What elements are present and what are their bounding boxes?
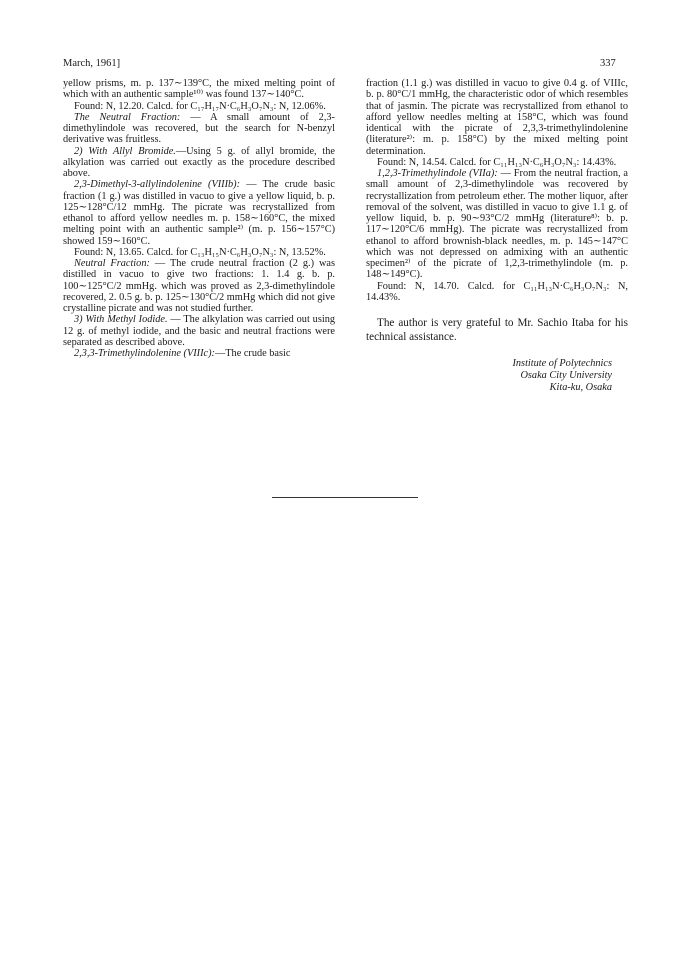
end-rule	[272, 497, 418, 498]
paragraph: Neutral Fraction: — The crude neutral fraction (2 g.) was distilled in vacuo to give two fractions: 1. 1.4 g. b. p. 100∼125°C/2 mmHg. which was proved as 2,3-dimethylindole recovered, 2. 0.5 g. b. p. 125∼130°C/2 mmHg which did not give crystalline picrate and was not studied further.	[63, 258, 335, 314]
page-number: 337	[600, 58, 616, 69]
section-heading: 1,2,3-Trimethylindole (VIIa):	[377, 168, 498, 179]
section-heading: 2,3,3-Trimethylindolenine (VIIIc):	[74, 348, 215, 359]
left-column	[63, 78, 335, 359]
author-affiliation	[366, 358, 628, 393]
paragraph: 3) With Methyl Iodide. — The alkylation was carried out using 12 g. of methyl iodide, and the basic and neutral fractions were separated as described above.	[63, 314, 335, 348]
paragraph: fraction (1.1 g.) was distilled in vacuo to give 0.4 g. of VIIIc, b. p. 80°C/1 mmHg, the characteristic odor of which resembles that of jasmin. The picrate was recrystallized from ethanol to afford yellow needles melting at 158°C, which was found identical with the picrate of 2,3,3-trimethylindolenine (literature²⁾: m. p. 158°C) by the mixed melting point determination.	[366, 78, 628, 157]
section-heading: The Neutral Fraction:	[74, 111, 181, 123]
paragraph: 2,3-Dimethyl-3-allylindolenine (VIIIb): — The crude basic fraction (1 g.) was distilled in vacuo to give a yellow liquid, b. p. 125∼128°C/12 mmHg. The picrate was recrystallized from ethanol to afford yellow needles m. p. 158∼160°C, the mixed melting point with an authentic sample²⁾ (m. p. 156∼157°C) showed 159∼160°C.	[63, 179, 335, 247]
section-heading: 2) With Allyl Bromide.	[74, 145, 176, 157]
affiliation-line: Osaka City University	[520, 369, 612, 381]
affiliation-line: Institute of Polytechnics	[512, 358, 612, 369]
section-heading: 2,3-Dimethyl-3-allylindolenine (VIIIb):	[74, 179, 241, 191]
section-heading: 3) With Methyl Iodide.	[74, 314, 168, 326]
paragraph: 2) With Allyl Bromide.—Using 5 g. of allyl bromide, the alkylation was carried out exactly as the procedure described above.	[63, 145, 335, 179]
right-column	[366, 78, 628, 393]
paragraph: Found: N, 14.54. Calcd. for C₁₁H₁₃N·C₆H₃O₇N₃: 14.43%.	[377, 156, 617, 168]
paragraph: Found: N, 12.20. Calcd. for C₁₇H₁₇N·C₆H₃O₇N₃: N, 12.06%.	[74, 100, 326, 112]
acknowledgement: The author is very grateful to Mr. Sachio Itaba for his technical assistance.	[366, 317, 628, 343]
paragraph: The Neutral Fraction: — A small amount of 2,3-dimethylindole was recovered, but the search for N-benzyl derivative was fruitless.	[63, 111, 335, 146]
affiliation-line: Kita-ku, Osaka	[549, 381, 612, 393]
paragraph: Found: N, 14.70. Calcd. for C₁₁H₁₃N·C₆H₃O₇N₃: N, 14.43%.	[366, 280, 628, 303]
section-heading: Neutral Fraction:	[74, 258, 150, 269]
paragraph: Found: N, 13.65. Calcd. for C₁₃H₁₅N·C₆H₃O₇N₃: N, 13.52%.	[74, 246, 326, 258]
paragraph: 2,3,3-Trimethylindolenine (VIIIc):—The crude basic	[74, 348, 291, 359]
paragraph: 1,2,3-Trimethylindole (VIIa): — From the neutral fraction, a small amount of 2,3-dimethylindole was recovered by recrystallization from petroleum ether. The mother liquor, after removal of the solvent, was distilled in vacuo to give 1.1 g. of yellow liquid, b. p. 90∼93°C/2 mmHg (literature⁸⁾: b. p. 117∼120°C/6 mmHg). The picrate was recrystallized from ethanol to afford brownish-black needles, m. p. 145∼147°C which was not depressed on admixing with an authentic specimen²⁾ of the picrate of 1,2,3-trimethylindole (m. p. 148∼149°C).	[366, 168, 629, 281]
running-header-date: March, 1961]	[63, 58, 121, 69]
paragraph: yellow prisms, m. p. 137∼139°C, the mixed melting point of which with an authentic sample¹⁰⁾ was found 137∼140°C.	[63, 78, 335, 101]
